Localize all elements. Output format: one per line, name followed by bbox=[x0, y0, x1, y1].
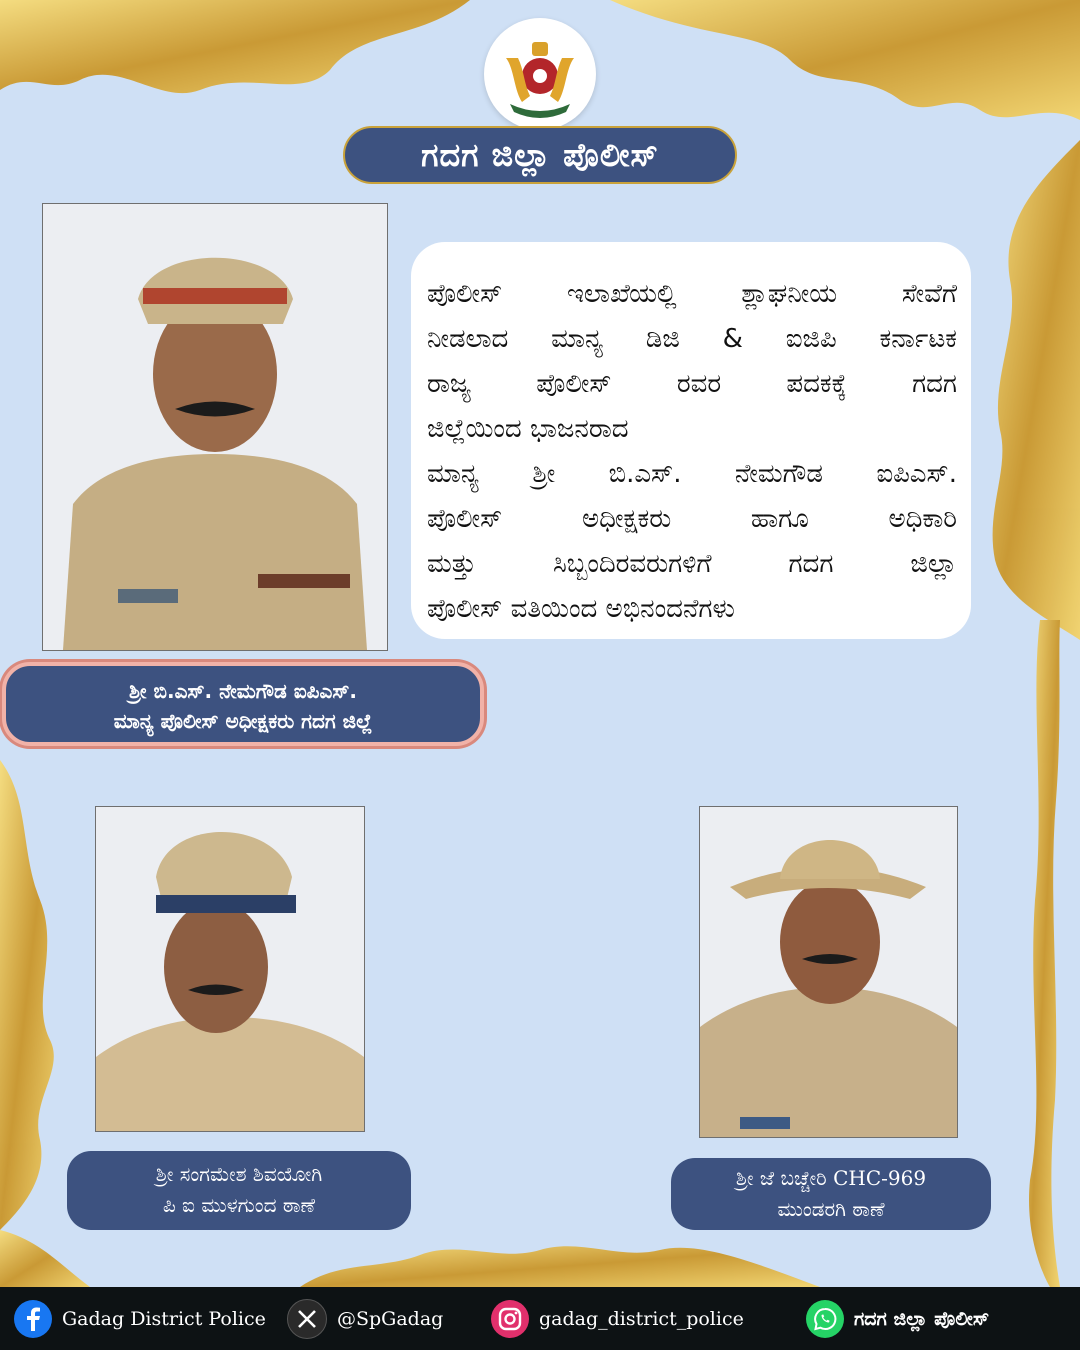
officer-caption-main bbox=[2, 662, 484, 746]
social-footer bbox=[0, 1287, 1080, 1350]
x-icon bbox=[287, 1299, 327, 1339]
message-line: ಪೊಲೀಸ್ ವತಿಯಿಂದ ಅಭಿನಂದನೆಗಳು bbox=[427, 594, 735, 624]
message-line: ಜಿಲ್ಲೆಯಿಂದ ಭಾಜನರಾದ bbox=[427, 414, 629, 444]
whatsapp-icon bbox=[806, 1300, 844, 1338]
facebook-handle: Gadag District Police bbox=[62, 1307, 266, 1330]
congratulation-message bbox=[411, 242, 971, 639]
officer-designation: ಮುಂಡರಗಿ ಠಾಣೆ bbox=[777, 1197, 885, 1221]
whatsapp-handle: ಗದಗ ಜಿಲ್ಲಾ ಪೊಲೀಸ್ bbox=[854, 1307, 990, 1330]
officer-name: ಶ್ರೀ ಜೆ ಬಚ್ಚೇರಿ CHC-969 bbox=[735, 1166, 927, 1190]
whatsapp-link[interactable] bbox=[806, 1287, 989, 1350]
officer-photo-right bbox=[699, 806, 958, 1138]
officer-photo-main bbox=[42, 203, 388, 651]
message-line: ಮಾನ್ಯ ಶ್ರೀ ಬಿ.ಎಸ್. ನೇಮಗೌಡ ಐಪಿಎಸ್. bbox=[427, 459, 957, 489]
facebook-link[interactable] bbox=[14, 1287, 266, 1350]
x-handle: @SpGadag bbox=[337, 1307, 444, 1330]
officer-caption-left bbox=[67, 1151, 411, 1230]
instagram-handle: gadag_district_police bbox=[539, 1307, 744, 1330]
x-link[interactable] bbox=[287, 1287, 443, 1350]
page-title: ಗದಗ ಜಿಲ್ಲಾ ಪೊಲೀಸ್ bbox=[343, 126, 737, 184]
officer-name: ಶ್ರೀ ಬಿ.ಎಸ್. ನೇಮಗೌಡ ಐಪಿಎಸ್. bbox=[128, 679, 358, 703]
instagram-icon bbox=[491, 1300, 529, 1338]
officer-caption-right bbox=[671, 1158, 991, 1230]
karnataka-emblem bbox=[484, 18, 596, 130]
message-line: ಪೊಲೀಸ್ ಇಲಾಖೆಯಲ್ಲಿ ಶ್ಲಾಘನೀಯ ಸೇವೆಗೆ bbox=[427, 279, 957, 309]
officer-name: ಶ್ರೀ ಸಂಗಮೇಶ ಶಿವಯೋಗಿ bbox=[155, 1162, 323, 1186]
officer-designation: ಪಿ ಐ ಮುಳಗುಂದ ಠಾಣೆ bbox=[162, 1193, 316, 1217]
message-line: ಪೊಲೀಸ್ ಅಧೀಕ್ಷಕರು ಹಾಗೂ ಅಧಿಕಾರಿ bbox=[427, 504, 957, 534]
karnataka-state-emblem-icon bbox=[484, 18, 596, 130]
message-line: ನೀಡಲಾದ ಮಾನ್ಯ ಡಿಜಿ & ಐಜಿಪಿ ಕರ್ನಾಟಕ bbox=[427, 324, 957, 354]
message-line: ಮತ್ತು ಸಿಬ್ಬಂದಿರವರುಗಳಿಗೆ ಗದಗ ಜಿಲ್ಲಾ bbox=[427, 549, 957, 579]
officer-designation: ಮಾನ್ಯ ಪೊಲೀಸ್ ಅಧೀಕ್ಷಕರು ಗದಗ ಜಿಲ್ಲೆ bbox=[113, 709, 373, 733]
message-line: ರಾಜ್ಯ ಪೊಲೀಸ್ ರವರ ಪದಕಕ್ಕೆ ಗದಗ bbox=[427, 369, 957, 399]
facebook-icon bbox=[14, 1300, 52, 1338]
instagram-link[interactable] bbox=[491, 1287, 744, 1350]
officer-photo-left bbox=[95, 806, 365, 1132]
